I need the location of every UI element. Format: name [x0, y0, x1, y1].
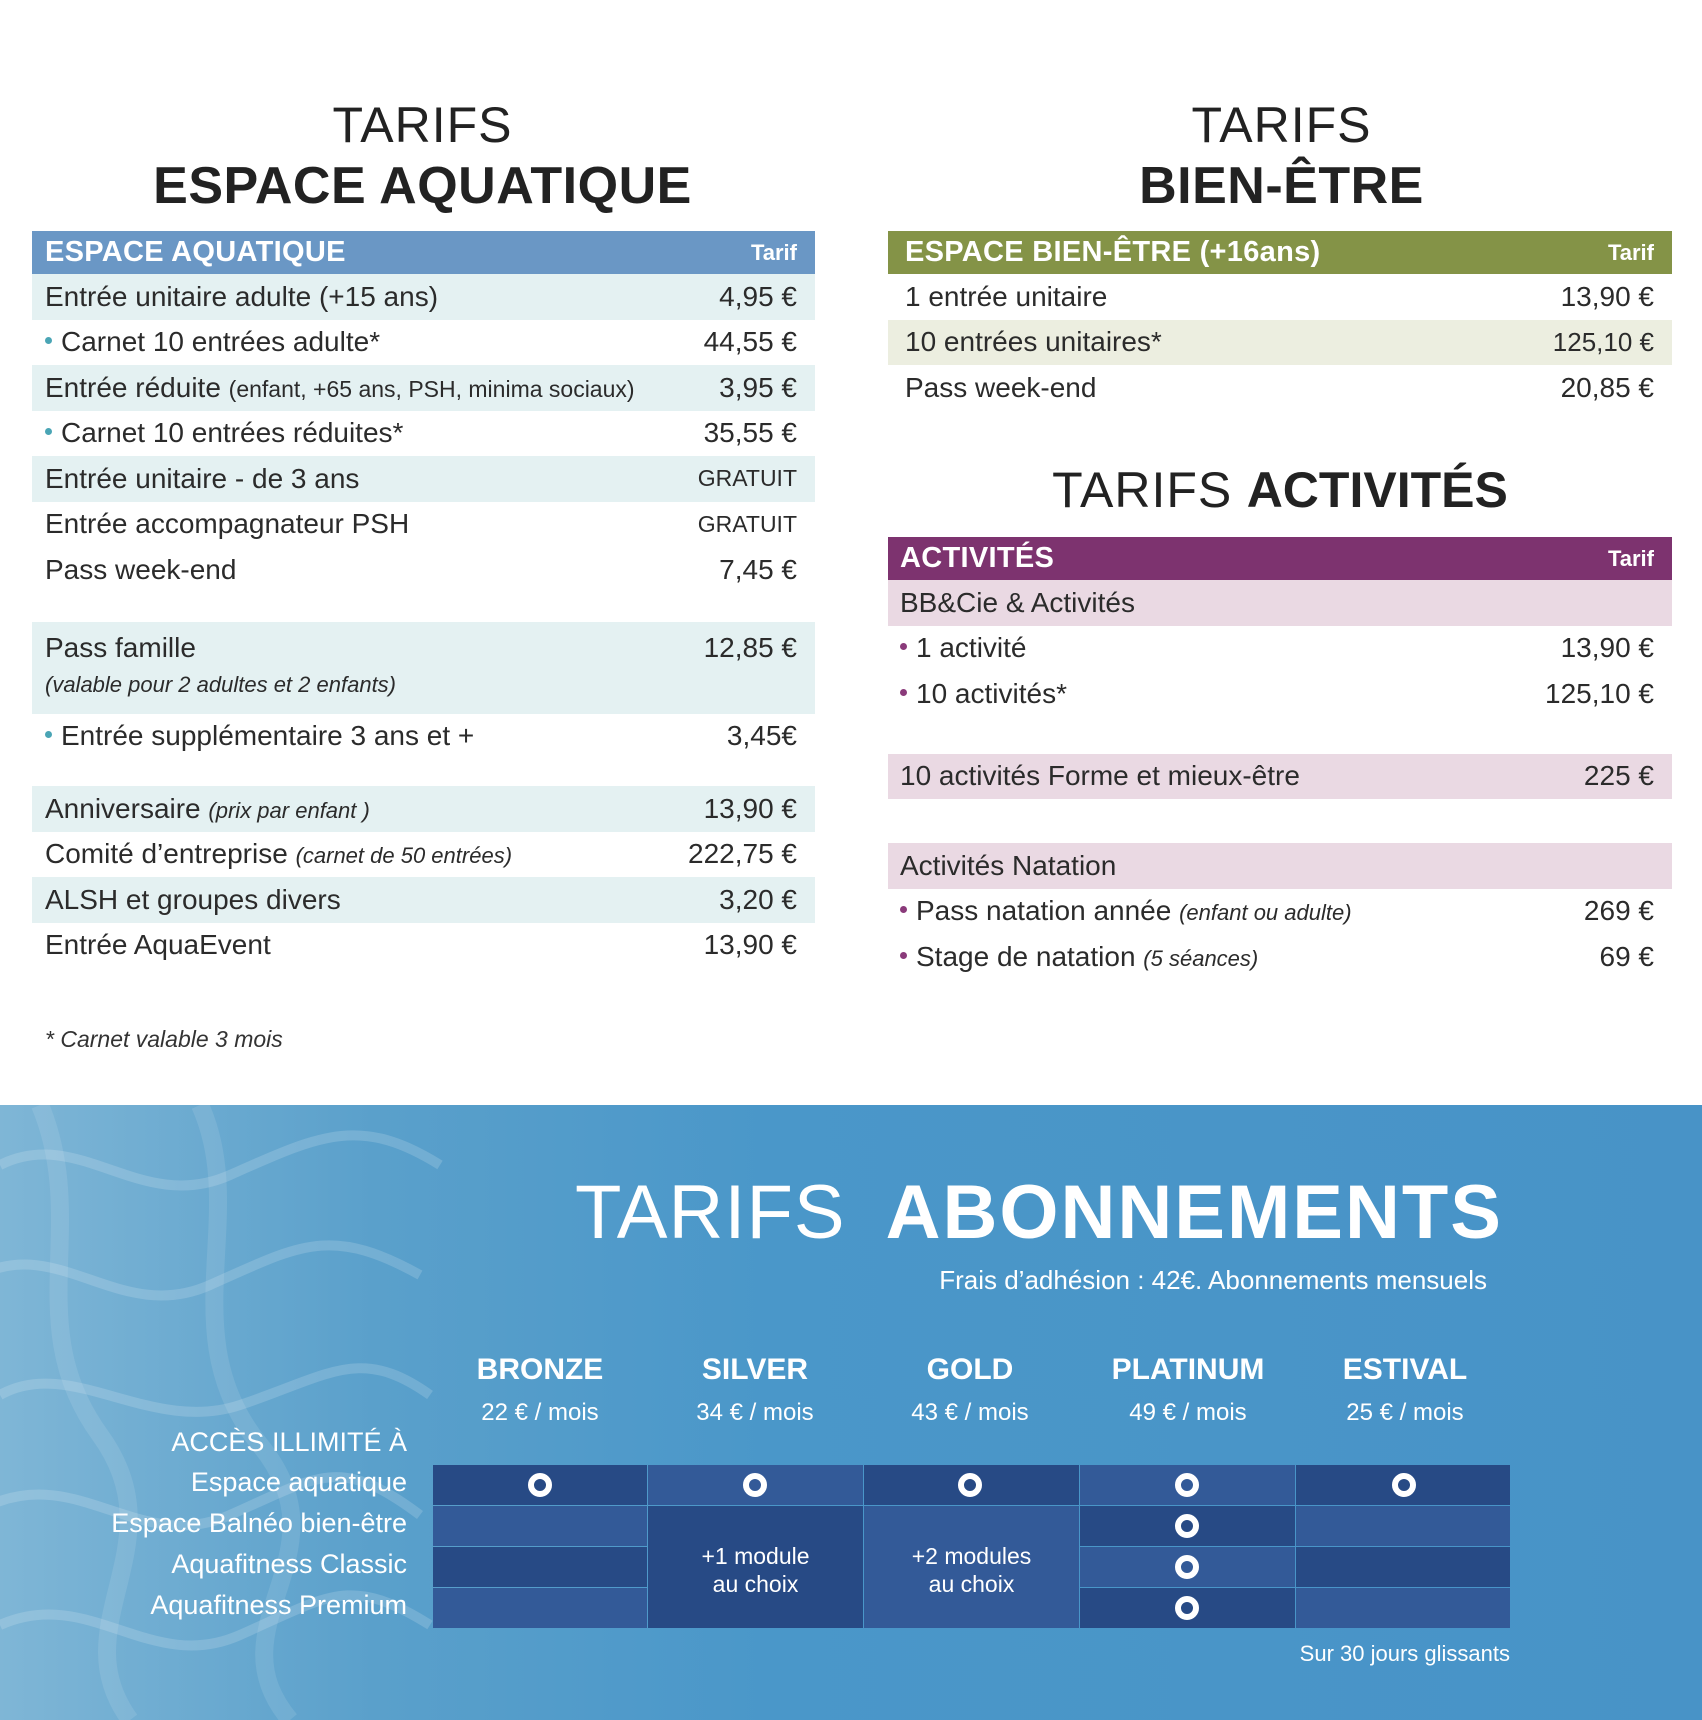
plan-name: GOLD: [926, 1353, 1014, 1386]
included-icon: [1392, 1473, 1416, 1497]
row-sublabel: (enfant, +65 ans, PSH, minima sociaux): [228, 375, 635, 402]
plan-bronze: [440, 1353, 640, 1427]
grid-cell: [433, 1506, 647, 1546]
table-row: [32, 320, 815, 366]
row-label: Entrée AquaEvent: [45, 929, 271, 961]
bullet-icon: [900, 689, 907, 696]
abonnements-title: [575, 1170, 1503, 1255]
bienetre-heading-bold: BIEN-ÊTRE: [1139, 157, 1424, 215]
plan-platinum: [1088, 1353, 1288, 1427]
row-value: 3,95 €: [719, 371, 797, 403]
row-label: ALSH et groupes divers: [45, 883, 341, 915]
plan-price: 43 € / mois: [911, 1399, 1029, 1426]
row-value: 35,55 €: [703, 417, 797, 449]
row-value: 269 €: [1583, 895, 1654, 927]
activites-heading-light: TARIFS: [1052, 462, 1233, 518]
row-value: 3,45€: [726, 720, 797, 752]
row-label: Carnet 10 entrées réduites*: [61, 417, 404, 449]
included-icon: [1175, 1473, 1199, 1497]
bullet-icon: [45, 428, 52, 435]
table-row: [32, 714, 815, 760]
row-note: (valable pour 2 adultes et 2 enfants): [45, 671, 397, 697]
row-label: Stage de natation: [916, 940, 1136, 972]
activites-table-title: ACTIVITÉS: [900, 542, 1055, 574]
row-label: Entrée réduite: [45, 371, 221, 403]
access-balneo: Espace Balnéo bien-être: [111, 1508, 407, 1538]
row-value: 222,75 €: [688, 838, 797, 870]
access-aquatique: Espace aquatique: [190, 1467, 407, 1497]
bullet-icon: [900, 643, 907, 650]
table-row: [32, 502, 815, 548]
row-value: 12,85 €: [703, 631, 797, 663]
grid-cell: [1296, 1547, 1510, 1587]
row-label: 10 entrées unitaires*: [905, 326, 1162, 358]
activites-table: [888, 537, 1672, 980]
table-row: [888, 671, 1672, 717]
grid-cell: [433, 1547, 647, 1587]
grid-cell: [1296, 1506, 1510, 1546]
row-label: 1 entrée unitaire: [905, 280, 1108, 312]
table-row: [32, 274, 815, 320]
row-value: 20,85 €: [1560, 371, 1654, 403]
row-value: 69 €: [1599, 940, 1654, 972]
table-row: [32, 923, 815, 969]
gold-module-text: +2 modules au choix: [911, 1543, 1032, 1597]
bienetre-heading: [890, 97, 1673, 215]
row-sublabel: (5 séances): [1143, 945, 1259, 971]
row-value: GRATUIT: [697, 510, 797, 537]
bullet-icon: [900, 952, 907, 959]
plan-estival: [1305, 1353, 1505, 1427]
row-value: 13,90 €: [703, 929, 797, 961]
grid-cell: [1296, 1588, 1510, 1628]
aquatique-table-title: ESPACE AQUATIQUE: [45, 236, 346, 268]
aquatique-table-header: [32, 231, 815, 274]
bullet-icon: [45, 337, 52, 344]
abonnements-section: [0, 1105, 1702, 1720]
aquatique-tarif-col: Tarif: [750, 239, 797, 265]
row-value: 125,10 €: [1552, 326, 1654, 357]
table-row: [32, 547, 815, 593]
row-label: Anniversaire: [45, 792, 201, 824]
carnet-footnote: * Carnet valable 3 mois: [45, 1026, 283, 1052]
row-label: 10 activités Forme et mieux-être: [900, 760, 1300, 792]
included-icon: [528, 1473, 552, 1497]
included-icon: [1175, 1596, 1199, 1620]
table-row: [32, 786, 815, 832]
aquatique-heading: [30, 97, 815, 215]
row-label: Entrée supplémentaire 3 ans et +: [61, 720, 475, 752]
bienetre-table-title: ESPACE BIEN-ÊTRE (+16ans): [905, 236, 1321, 268]
plan-name: PLATINUM: [1111, 1353, 1265, 1386]
row-value: 225 €: [1583, 760, 1654, 792]
plan-name: BRONZE: [476, 1353, 604, 1386]
table-row: [32, 877, 815, 923]
table-row: [888, 889, 1672, 935]
table-row: [32, 411, 815, 457]
table-row: [888, 934, 1672, 980]
abonnements-title-light: TARIFS: [575, 1170, 846, 1255]
group-label: Activités Natation: [900, 849, 1117, 881]
bullet-icon: [900, 906, 907, 913]
row-value: 13,90 €: [1560, 280, 1654, 312]
included-icon: [958, 1473, 982, 1497]
row-value: 13,90 €: [703, 792, 797, 824]
plan-price: 34 € / mois: [696, 1399, 814, 1426]
activites-heading-bold: ACTIVITÉS: [1246, 462, 1508, 518]
aquatique-table: [32, 231, 815, 968]
row-value: 125,10 €: [1545, 677, 1654, 709]
row-label: 10 activités*: [916, 677, 1067, 709]
bienetre-table-header: [888, 231, 1672, 274]
access-aquafitness-classic: Aquafitness Classic: [171, 1549, 407, 1579]
table-row: [32, 832, 815, 878]
row-sublabel: (prix par enfant ): [208, 797, 370, 823]
table-row: [888, 365, 1672, 411]
aquatique-heading-light: TARIFS: [332, 97, 513, 153]
group-row: [888, 843, 1672, 889]
bienetre-tarif-col: Tarif: [1607, 239, 1654, 265]
row-sublabel: (carnet de 50 entrées): [295, 843, 513, 869]
table-row: [888, 274, 1672, 320]
row-label: Carnet 10 entrées adulte*: [61, 326, 381, 358]
table-row: [888, 626, 1672, 672]
group-row: [888, 580, 1672, 626]
row-value: 4,95 €: [719, 280, 797, 312]
activites-tarif-col: Tarif: [1607, 545, 1654, 571]
included-icon: [743, 1473, 767, 1497]
included-icon: [1175, 1514, 1199, 1538]
row-label: Entrée accompagnateur PSH: [45, 508, 410, 540]
row-value: 3,20 €: [719, 883, 797, 915]
row-label: Entrée unitaire - de 3 ans: [45, 462, 360, 494]
row-value: GRATUIT: [697, 465, 797, 492]
access-title: ACCÈS ILLIMITÉ À: [171, 1427, 407, 1457]
table-row: [888, 754, 1672, 800]
row-label: Pass famille: [45, 631, 196, 663]
row-label: Pass natation année: [916, 895, 1172, 927]
grid-cell: [433, 1588, 647, 1628]
row-sublabel: (enfant ou adulte): [1179, 900, 1352, 926]
aquatique-heading-bold: ESPACE AQUATIQUE: [153, 157, 692, 215]
plan-name: ESTIVAL: [1342, 1353, 1468, 1386]
row-value: 7,45 €: [719, 553, 797, 585]
included-icon: [1175, 1555, 1199, 1579]
table-row: [32, 456, 815, 502]
row-value: 13,90 €: [1560, 632, 1654, 664]
bullet-icon: [45, 731, 52, 738]
activites-heading: [888, 462, 1672, 518]
silver-module-text: +1 module au choix: [701, 1543, 810, 1597]
activites-table-header: [888, 537, 1672, 580]
abonnements-title-bold: ABONNEMENTS: [885, 1170, 1503, 1255]
pass-famille-row: [32, 622, 815, 714]
access-aquafitness-premium: Aquafitness Premium: [150, 1590, 407, 1620]
row-label: Pass week-end: [905, 371, 1097, 403]
abonnements-subtitle: Frais d’adhésion : 42€. Abonnements mensuels: [939, 1265, 1487, 1295]
table-row: [888, 320, 1672, 366]
bienetre-table: [888, 231, 1672, 411]
group-label: BB&Cie & Activités: [900, 586, 1135, 618]
table-row: [32, 365, 815, 411]
row-label: Entrée unitaire adulte (+15 ans): [45, 280, 439, 312]
plan-price: 22 € / mois: [481, 1399, 599, 1426]
row-label: Comité d’entreprise: [45, 838, 288, 870]
plan-price: 25 € / mois: [1346, 1399, 1464, 1426]
row-value: 44,55 €: [703, 326, 797, 358]
plan-silver: [655, 1353, 855, 1427]
row-label: 1 activité: [916, 632, 1027, 664]
plan-name: SILVER: [701, 1353, 809, 1386]
row-label: Pass week-end: [45, 553, 237, 585]
plan-gold: [870, 1353, 1070, 1427]
bienetre-heading-light: TARIFS: [1191, 97, 1372, 153]
glissants-note: Sur 30 jours glissants: [1299, 1641, 1510, 1666]
plan-price: 49 € / mois: [1129, 1399, 1247, 1426]
